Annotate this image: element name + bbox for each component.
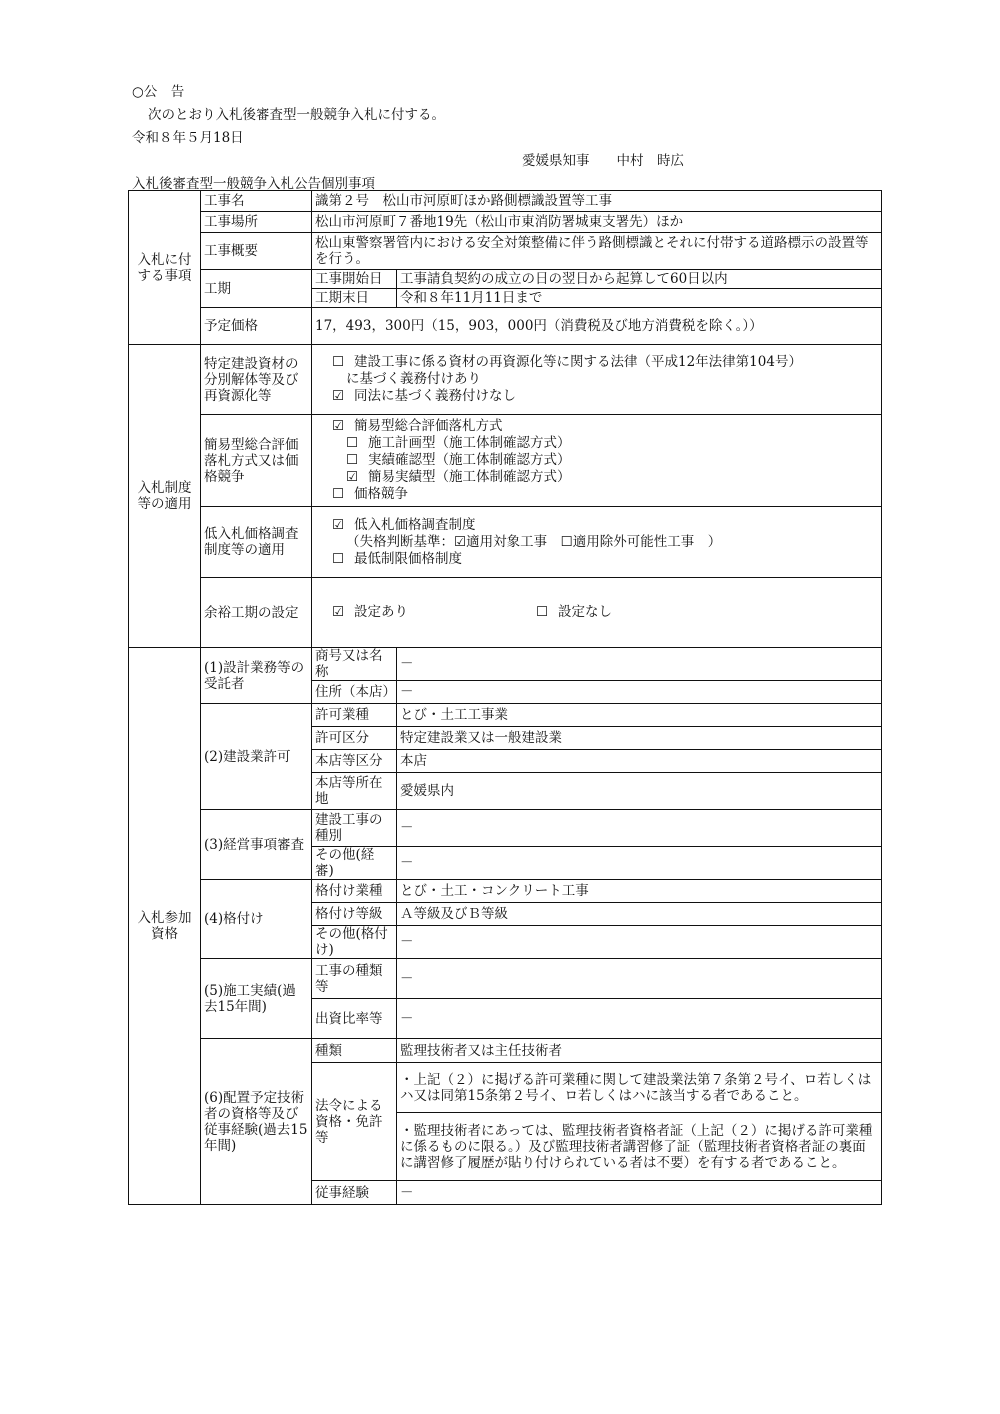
label-work-overview: 工事概要	[201, 233, 312, 270]
value-work-overview: 松山東警察署管内における安全対策整備に伴う路側標識とそれに付帯する道路標示の設置等を行う。	[312, 233, 882, 270]
label-engineer-license: 法令による資格・免許等	[312, 1063, 397, 1181]
option-spare-yes: 設定あり	[354, 604, 408, 620]
value-recycling	[312, 345, 882, 415]
label-rating-other: その他(格付け)	[312, 926, 397, 959]
value-evaluation-method	[312, 415, 882, 507]
option-record-check: 実績確認型（施工体制確認方式）	[368, 452, 571, 468]
label-office-location: 本店等所在地	[312, 773, 397, 810]
checked-box-icon: ☑	[332, 516, 345, 533]
label-trade-name: 商号又は名称	[312, 648, 397, 681]
checked-box-icon: ☑	[454, 533, 467, 550]
label-spare-period: 余裕工期の設定	[201, 578, 312, 648]
label-engineer: (6)配置予定技術者の資格等及び従事経験(過去15年間)	[201, 1039, 312, 1205]
value-trade-name: －	[397, 648, 882, 681]
label-planned-price: 予定価格	[201, 308, 312, 345]
option-spare-no: 設定なし	[558, 604, 612, 620]
intro-text: 次のとおり入札後審査型一般競争入札に付する。	[148, 107, 445, 123]
label-permit-type: 許可業種	[312, 704, 397, 727]
unchecked-box-icon: ☐	[332, 486, 345, 502]
option-minimum-price: 最低制限価格制度	[354, 550, 462, 567]
value-start-date: 工事請負契約の成立の日の翌日から起算して60日以内	[397, 270, 882, 289]
label-perf-kind: 工事の種類等	[312, 959, 397, 999]
option-simple-record: 簡易実績型（施工体制確認方式）	[368, 469, 571, 485]
label-end-date: 工期末日	[312, 289, 397, 308]
label-work-period: 工期	[201, 270, 312, 308]
value-office-location: 愛媛県内	[397, 773, 882, 810]
label-performance: (5)施工実績(過去15年間)	[201, 959, 312, 1039]
checked-box-icon: ☑	[346, 469, 359, 485]
value-rating-grade: Ａ等級及びＢ等級	[397, 903, 882, 926]
value-permit-class: 特定建設業又は一般建設業	[397, 727, 882, 750]
value-rating-other: －	[397, 926, 882, 959]
unchecked-box-icon: ☐	[560, 533, 573, 550]
section-qualifications: 入札参加資格	[129, 648, 201, 1205]
checked-box-icon: ☑	[332, 604, 345, 620]
value-rating-kind: とび・土工・コンクリート工事	[397, 880, 882, 903]
table-title: 入札後審査型一般競争入札公告個別事項	[132, 176, 375, 192]
label-work-place: 工事場所	[201, 212, 312, 233]
label-rating: (4)格付け	[201, 880, 312, 959]
label-engineer-experience: 従事経験	[312, 1181, 397, 1205]
value-engineer-experience: －	[397, 1181, 882, 1205]
checked-box-icon: ☑	[332, 418, 345, 434]
label-investment-ratio: 出資比率等	[312, 999, 397, 1039]
value-other-review: －	[397, 847, 882, 880]
unchecked-box-icon: ☐	[332, 550, 345, 567]
label-low-price-survey: 低入札価格調査制度等の適用	[201, 507, 312, 578]
value-office-class: 本店	[397, 750, 882, 773]
issuer: 愛媛県知事 中村 時広	[522, 153, 684, 169]
value-work-kind: －	[397, 810, 882, 847]
unchecked-box-icon: ☐	[346, 452, 359, 468]
value-engineer-license-2: ・監理技術者にあっては、監理技術者資格者証（上記（２）に掲げる許可業種に係るものに限る。）及び監理技術者講習修了証（監理技術者資格者証の裏面に講習修了履歴が貼り付けられている者は不要）を有する者であること。	[397, 1113, 882, 1181]
label-office-class: 本店等区分	[312, 750, 397, 773]
notice-date: 令和８年５月18日	[132, 130, 244, 146]
option-excluded-work: 適用除外可能性工事 ）	[572, 533, 722, 550]
label-rating-kind: 格付け業種	[312, 880, 397, 903]
label-rating-grade: 格付け等級	[312, 903, 397, 926]
label-other-review: その他(経審)	[312, 847, 397, 880]
value-investment-ratio: －	[397, 999, 882, 1039]
unchecked-box-icon: ☐	[536, 604, 549, 620]
option-recycling-not-required: 同法に基づく義務付けなし	[354, 388, 516, 404]
label-evaluation-method: 簡易型総合評価落札方式又は価格競争	[201, 415, 312, 507]
option-recycling-required: 建設工事に係る資材の再資源化等に関する法律（平成12年法律第104号）	[354, 354, 802, 370]
notice-details-table	[128, 190, 882, 1205]
unchecked-box-icon: ☐	[332, 354, 345, 370]
label-work-kind: 建設工事の種別	[312, 810, 397, 847]
value-low-price-survey	[312, 507, 882, 578]
section-bid-subject: 入札に付する事項	[129, 191, 201, 345]
value-work-name: 識第２号 松山市河原町ほか路側標識設置等工事	[312, 191, 882, 212]
label-management-review: (3)経営事項審査	[201, 810, 312, 880]
label-construction-license: (2)建設業許可	[201, 704, 312, 810]
option-simple-evaluation: 簡易型総合評価落札方式	[354, 418, 503, 434]
notice-heading: ○公 告	[132, 84, 185, 100]
option-construction-plan: 施工計画型（施工体制確認方式）	[368, 435, 571, 451]
label-start-date: 工事開始日	[312, 270, 397, 289]
label-address: 住所（本店）	[312, 681, 397, 704]
value-engineer-license-1: ・上記（２）に掲げる許可業種に関して建設業法第７条第２号イ、ロ若しくはハ又は同第15条第２号イ、ロ若しくはハに該当する者であること。	[397, 1063, 882, 1113]
value-engineer-kind: 監理技術者又は主任技術者	[397, 1039, 882, 1063]
value-work-place: 松山市河原町７番地19先（松山市東消防署城東支署先）ほか	[312, 212, 882, 233]
criteria-prefix: （失格判断基準：	[346, 533, 454, 550]
label-engineer-kind: 種類	[312, 1039, 397, 1063]
label-work-name: 工事名	[201, 191, 312, 212]
label-permit-class: 許可区分	[312, 727, 397, 750]
checked-box-icon: ☑	[332, 388, 345, 404]
value-spare-period	[312, 578, 882, 648]
label-recycling: 特定建設資材の分別解体等及び再資源化等	[201, 345, 312, 415]
value-end-date: 令和８年11月11日まで	[397, 289, 882, 308]
option-recycling-required-cont: に基づく義務付けあり	[346, 371, 481, 387]
value-permit-type: とび・土工工事業	[397, 704, 882, 727]
value-planned-price: 17，493，300円（15，903，000円（消費税及び地方消費税を除く。））	[312, 308, 882, 345]
section-bid-system: 入札制度等の適用	[129, 345, 201, 648]
option-low-price-survey: 低入札価格調査制度	[354, 516, 476, 533]
value-address: －	[397, 681, 882, 704]
label-design-contractor: (1)設計業務等の受託者	[201, 648, 312, 704]
unchecked-box-icon: ☐	[346, 435, 359, 451]
option-applicable-work: 適用対象工事	[466, 533, 548, 550]
option-price-competition: 価格競争	[354, 486, 408, 502]
value-perf-kind: －	[397, 959, 882, 999]
